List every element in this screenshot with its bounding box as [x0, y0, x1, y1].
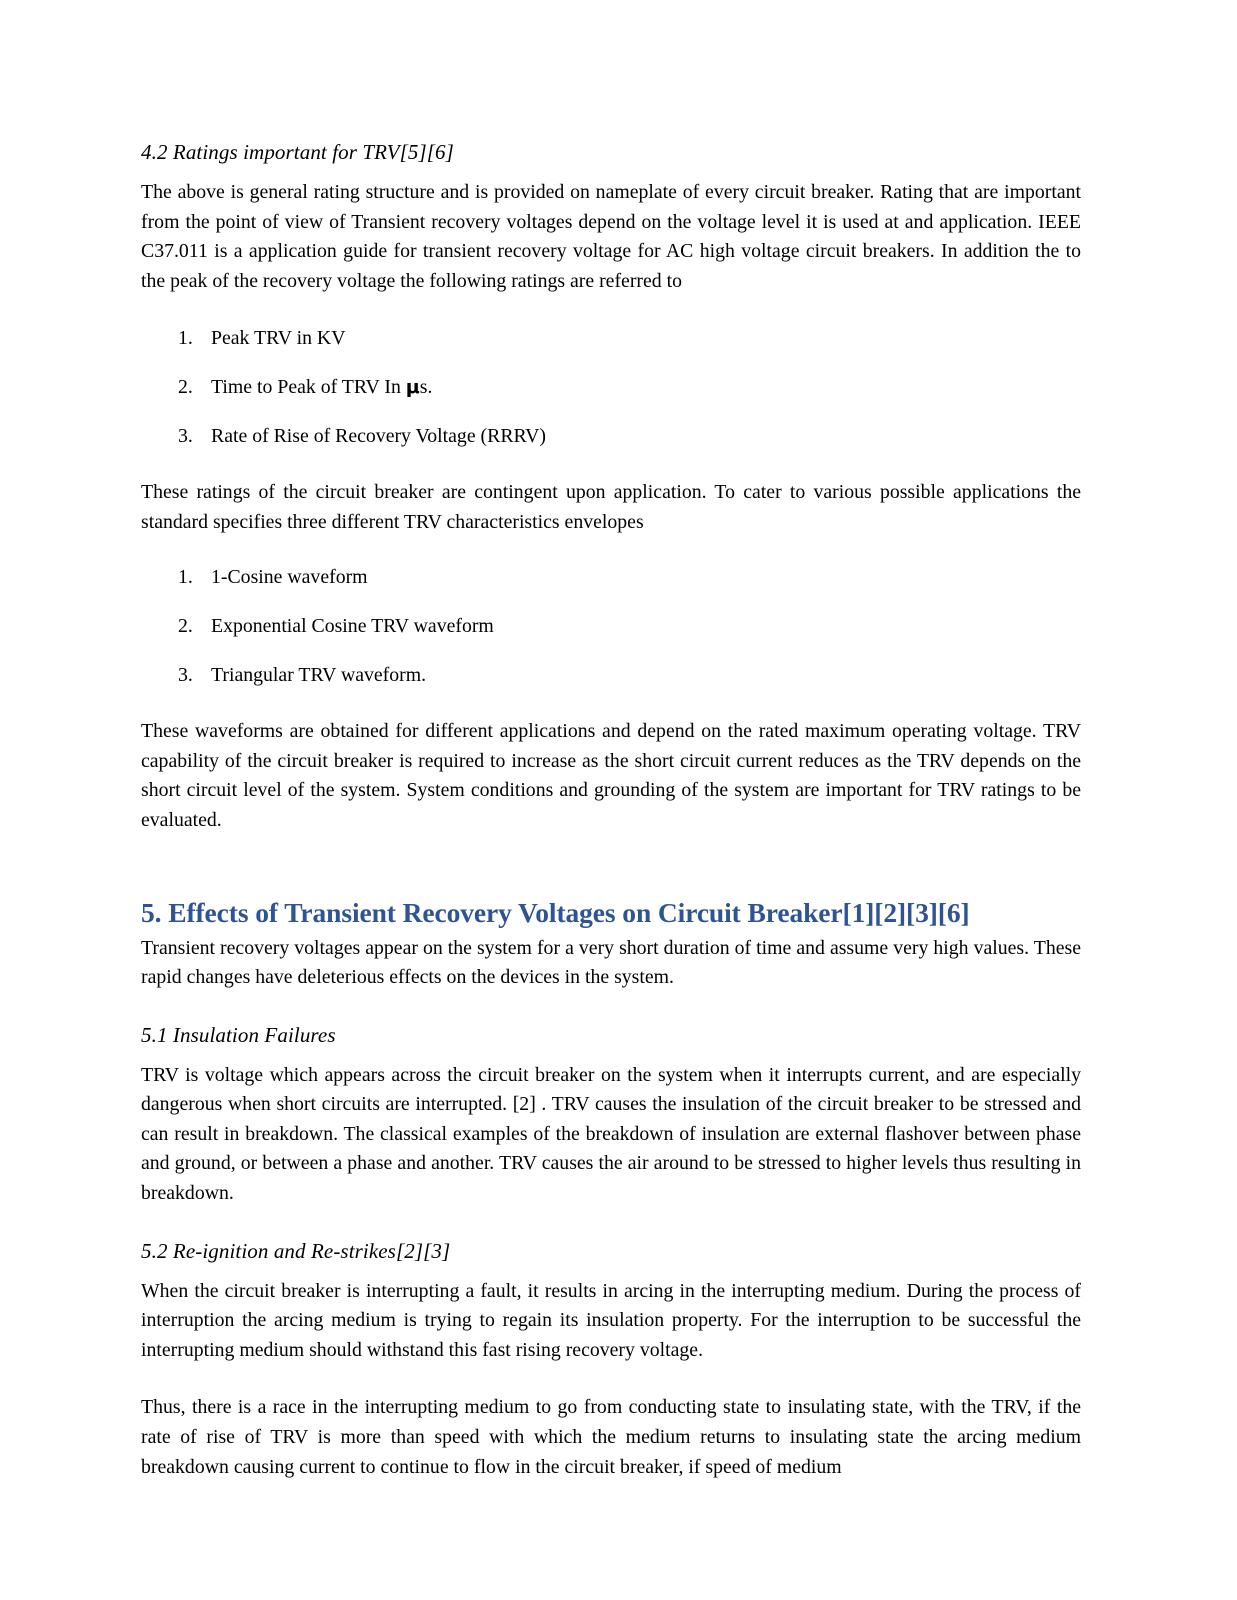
spacer — [141, 316, 1081, 324]
paragraph-5-2-second: Thus, there is a race in the interrupting medium to go from conducting state to insulating state, with the TRV, if the rate of rise of TRV is more than speed with which the medium returns to insulating state the arcing medium breakdown causing current to continue to flow in the circuit breaker, if speed of medium — [141, 1396, 1081, 1478]
list-item — [141, 324, 1081, 354]
list-item-label-after: s. — [419, 375, 433, 398]
list-item-label: 1-Cosine waveform — [211, 566, 368, 589]
list-marker: 1. — [178, 327, 193, 350]
section-heading-4-2: 4.2 Ratings important for TRV[5][6] — [141, 140, 454, 164]
list-marker: 2. — [178, 375, 193, 398]
list-marker: 1. — [178, 566, 193, 589]
list-marker: 2. — [178, 614, 193, 637]
list-item-label: Exponential Cosine TRV waveform — [211, 614, 494, 637]
spacer — [141, 1013, 1081, 1021]
list-item-label: Peak TRV in KV — [211, 327, 346, 350]
spacer — [141, 700, 1081, 717]
list-marker: 3. — [178, 663, 193, 686]
list-item-label: Rate of Rise of Recovery Voltage (RRRV) — [211, 424, 547, 447]
spacer — [141, 1385, 1081, 1393]
list-item-label-before: Time to Peak of TRV In — [211, 375, 406, 398]
paragraph-4-2-intro: The above is general rating structure and is provided on nameplate of every circuit breaker. Rating that are important from the point of view of Transient recovery voltages depend on the voltage level it is used at and application. IEEE C37.011 is a application guide for transient recovery voltage for AC high voltage circuit breakers. In addition the to the peak of the recovery voltage the following ratings are referred to — [141, 181, 1081, 292]
paragraph-4-2-envelopes: These ratings of the circuit breaker are contingent upon application. To cater to various possible applications the standard specifies three different TRV characteristics envelopes — [141, 481, 1081, 533]
page-content — [141, 138, 1081, 1502]
spacer — [141, 1229, 1081, 1237]
section-heading-5-2: 5.2 Re-ignition and Re-strikes[2][3] — [141, 1238, 451, 1263]
paragraph-5-intro: Transient recovery voltages appear on the system for a very short duration of time and assume very high values. These rapid changes have deleterious effects on the devices in the system. — [141, 936, 1081, 989]
list-marker: 3. — [178, 424, 193, 447]
micro-symbol: μ — [405, 375, 420, 398]
paragraph-4-2-waveform-summary: These waveforms are obtained for different applications and depend on the rated maximum operating voltage. TRV capability of the circuit breaker is required to increase as the short circuit current reduces as the TRV depends on the short circuit level of the system. System conditions and grounding of the system are important for TRV ratings to be evaluated. — [141, 720, 1081, 831]
list-item — [141, 612, 1081, 642]
paragraph-5-1-body: TRV is voltage which appears across the circuit breaker on the system when it interrupts current, and are especially dangerous when short circuits are interrupted. [2] . TRV causes the insulation of the circuit breaker to be stressed and can result in breakdown. The classical examples of the breakdown of insulation are external flashover between phase and ground, or between a phase and another. TRV causes the air around to be stressed to higher levels thus resulting in breakdown. — [141, 1063, 1081, 1205]
spacer — [141, 555, 1081, 563]
list-item — [141, 422, 1081, 452]
list-item — [141, 373, 1081, 403]
spacer — [141, 856, 1081, 896]
ratings-list — [141, 324, 1081, 451]
paragraph-5-2-first: When the circuit breaker is interrupting a fault, it results in arcing in the interrupting medium. During the process of interruption the arcing medium is trying to regain its insulation property. For the interruption to be successful the interrupting medium should withstand this fast rising recovery voltage. — [141, 1279, 1081, 1361]
list-item — [141, 563, 1081, 593]
list-item-label: Triangular TRV waveform. — [211, 663, 427, 686]
spacer — [141, 461, 1081, 478]
waveforms-list — [141, 563, 1081, 690]
section-heading-5-1: 5.1 Insulation Failures — [141, 1022, 336, 1047]
list-item — [141, 661, 1081, 691]
section-heading-5: 5. Effects of Transient Recovery Voltages on Circuit Breaker[1][2][3][6] — [141, 896, 970, 928]
